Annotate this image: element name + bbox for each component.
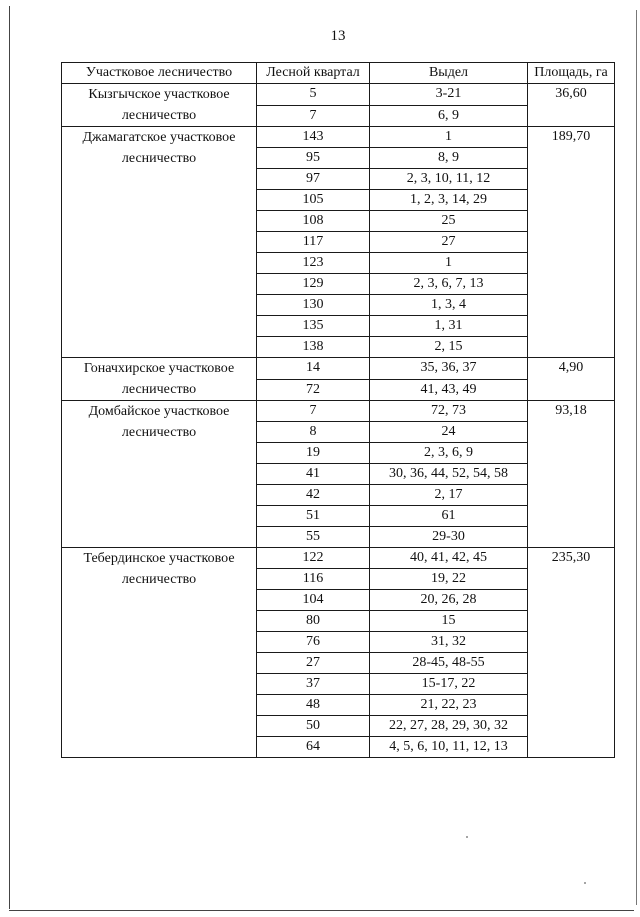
area-cell: 93,18 (528, 401, 615, 548)
quarter-cell: 130 (257, 295, 370, 316)
quarter-cell: 55 (257, 527, 370, 548)
quarter-cell: 72 (257, 379, 370, 401)
allotment-cell: 1, 3, 4 (370, 295, 528, 316)
quarter-cell: 76 (257, 632, 370, 653)
scan-speck (584, 882, 586, 884)
area-cell: 36,60 (528, 84, 615, 127)
allotment-cell: 30, 36, 44, 52, 54, 58 (370, 464, 528, 485)
quarter-cell: 117 (257, 232, 370, 253)
allotment-cell: 15-17, 22 (370, 674, 528, 695)
allotment-cell: 24 (370, 422, 528, 443)
allotment-cell: 1, 2, 3, 14, 29 (370, 190, 528, 211)
allotment-cell: 27 (370, 232, 528, 253)
quarter-cell: 80 (257, 611, 370, 632)
quarter-cell: 19 (257, 443, 370, 464)
allotment-cell: 1 (370, 253, 528, 274)
quarter-cell: 7 (257, 105, 370, 127)
allotment-cell: 2, 3, 10, 11, 12 (370, 169, 528, 190)
quarter-cell: 97 (257, 169, 370, 190)
allotment-cell: 22, 27, 28, 29, 30, 32 (370, 716, 528, 737)
header-quarter: Лесной квартал (257, 63, 370, 84)
allotment-cell: 35, 36, 37 (370, 358, 528, 380)
quarter-cell: 122 (257, 548, 370, 569)
table-body (62, 84, 615, 758)
allotment-cell: 2, 17 (370, 485, 528, 506)
quarter-cell: 37 (257, 674, 370, 695)
allotment-cell: 4, 5, 6, 10, 11, 12, 13 (370, 737, 528, 758)
allotment-cell: 1 (370, 127, 528, 148)
quarter-cell: 48 (257, 695, 370, 716)
district-cell: Гоначхирское участковое лесничество (62, 358, 257, 401)
header-area: Площадь, га (528, 63, 615, 84)
area-cell: 189,70 (528, 127, 615, 358)
header-allotment: Выдел (370, 63, 528, 84)
quarter-cell: 14 (257, 358, 370, 380)
scan-border-right (636, 10, 637, 905)
allotment-cell: 72, 73 (370, 401, 528, 422)
table-row (62, 401, 615, 422)
forest-allotments-table (61, 62, 615, 758)
table-header-row (62, 63, 615, 84)
allotment-cell: 15 (370, 611, 528, 632)
area-cell: 235,30 (528, 548, 615, 758)
quarter-cell: 116 (257, 569, 370, 590)
allotment-cell: 19, 22 (370, 569, 528, 590)
allotment-cell: 31, 32 (370, 632, 528, 653)
quarter-cell: 41 (257, 464, 370, 485)
allotment-cell: 1, 31 (370, 316, 528, 337)
district-cell: Тебердинское участковое лесничество (62, 548, 257, 758)
quarter-cell: 143 (257, 127, 370, 148)
allotment-cell: 21, 22, 23 (370, 695, 528, 716)
allotment-cell: 61 (370, 506, 528, 527)
allotment-cell: 25 (370, 211, 528, 232)
quarter-cell: 7 (257, 401, 370, 422)
quarter-cell: 42 (257, 485, 370, 506)
allotment-cell: 40, 41, 42, 45 (370, 548, 528, 569)
allotment-cell: 28-45, 48-55 (370, 653, 528, 674)
allotment-cell: 3-21 (370, 84, 528, 106)
quarter-cell: 95 (257, 148, 370, 169)
page-number: 13 (330, 28, 346, 44)
allotment-cell: 8, 9 (370, 148, 528, 169)
quarter-cell: 51 (257, 506, 370, 527)
quarter-cell: 135 (257, 316, 370, 337)
allotment-cell: 6, 9 (370, 105, 528, 127)
allotment-cell: 2, 3, 6, 7, 13 (370, 274, 528, 295)
district-cell: Домбайское участковое лесничество (62, 401, 257, 548)
header-district: Участковое лесничество (62, 63, 257, 84)
quarter-cell: 5 (257, 84, 370, 106)
area-cell: 4,90 (528, 358, 615, 401)
scan-border-left (9, 6, 10, 909)
allotment-cell: 20, 26, 28 (370, 590, 528, 611)
quarter-cell: 105 (257, 190, 370, 211)
table-row (62, 548, 615, 569)
quarter-cell: 50 (257, 716, 370, 737)
table-row (62, 127, 615, 148)
quarter-cell: 64 (257, 737, 370, 758)
quarter-cell: 8 (257, 422, 370, 443)
quarter-cell: 123 (257, 253, 370, 274)
allotment-cell: 2, 15 (370, 337, 528, 358)
table-row (62, 84, 615, 106)
scan-speck (466, 836, 468, 838)
quarter-cell: 27 (257, 653, 370, 674)
district-cell: Джамагатское участковое лесничество (62, 127, 257, 358)
table-row (62, 358, 615, 380)
district-cell: Кызгычское участковое лесничество (62, 84, 257, 127)
allotment-cell: 2, 3, 6, 9 (370, 443, 528, 464)
quarter-cell: 129 (257, 274, 370, 295)
quarter-cell: 108 (257, 211, 370, 232)
allotment-cell: 41, 43, 49 (370, 379, 528, 401)
scan-border-bottom (9, 910, 634, 911)
allotment-cell: 29-30 (370, 527, 528, 548)
quarter-cell: 138 (257, 337, 370, 358)
quarter-cell: 104 (257, 590, 370, 611)
